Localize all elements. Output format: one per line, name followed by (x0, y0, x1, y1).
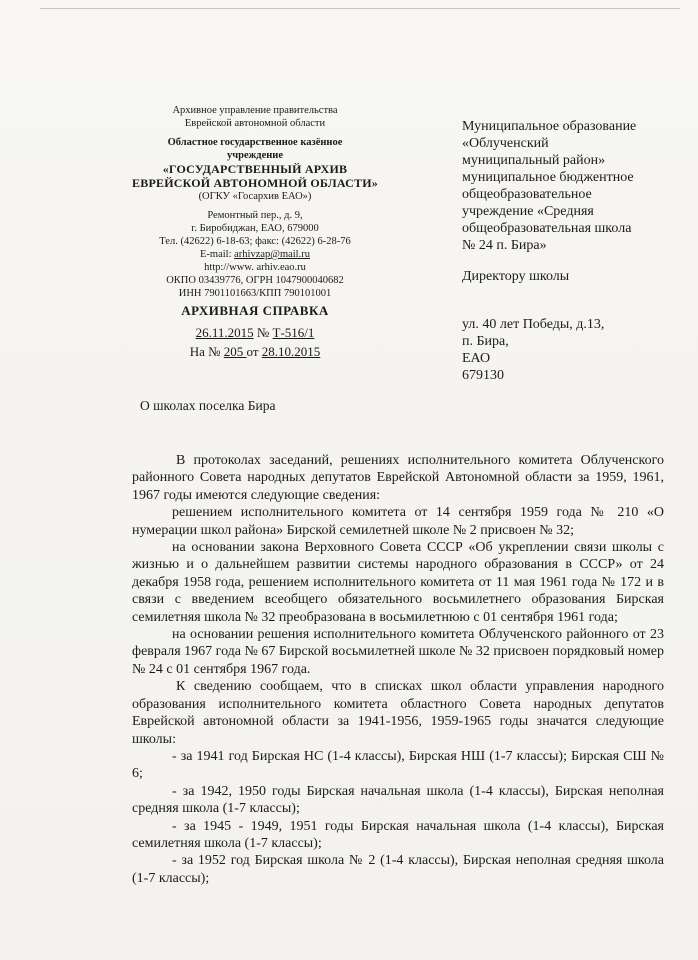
address-line-2: г. Биробиджан, ЕАО, 679000 (191, 223, 319, 234)
phone-line: Тел. (42622) 6-18-63; факс: (42622) 6-28-76 (159, 236, 351, 247)
recipient-line-6: учреждение «Средняя (462, 204, 594, 219)
sender-line-2: Еврейской автономной области (184, 118, 326, 129)
recipient-address-2: п. Бира, (462, 334, 509, 349)
org-line-1: Областное государственное казённое (167, 137, 343, 148)
org-short-name: (ОГКУ «Госархив ЕАО») (198, 191, 312, 202)
recipient-line-7: общеобразовательная школа (462, 221, 632, 236)
body-paragraph-7: - за 1942, 1950 годы Бирская начальная школа (1-4 классы), Бирская неполная средняя школа (1-7 классы); (132, 783, 664, 817)
document-title: АРХИВНАЯ СПРАВКА (181, 303, 329, 318)
email-link[interactable]: arhivzap@mail.ru (234, 249, 310, 260)
recipient-address-4: 679130 (462, 368, 504, 383)
sender-line-1: Архивное управление правительства (172, 105, 338, 116)
recipient-director: Директору школы (462, 269, 570, 284)
recipient-line-5: общеобразовательное (462, 187, 592, 202)
reference-from: от (246, 344, 262, 359)
document-number: Т-516/1 (272, 325, 315, 340)
document-body (132, 452, 664, 887)
org-name-2: ЕВРЕЙСКОЙ АВТОНОМНОЙ ОБЛАСТИ» (132, 176, 378, 190)
scan-edge-line (40, 8, 680, 9)
body-paragraph-4: на основании решения исполнительного комитета Облученского районного от 23 февраля 1967 года № 67 Бирской восьмилетней школе № 32 присвоен порядковый номер № 24 с 01 сентября 1967 года. (132, 627, 664, 677)
recipient-block (462, 118, 682, 384)
recipient-line-3: муниципальный район» (462, 153, 606, 168)
body-paragraph-1: В протоколах заседаний, решениях исполнительного комитета Облученского районного Совета народных депутатов Еврейской Автономной области за 1959, 1961, 1967 годы имеются следующие сведения: (132, 453, 664, 503)
reference-number: 205 (223, 344, 247, 359)
number-sign: № (253, 325, 273, 340)
org-name-1: «ГОСУДАРСТВЕННЫЙ АРХИВ (162, 162, 348, 176)
body-paragraph-5: К сведению сообщаем, что в списках школ области управления народного образования исполнительного комитета областного Совета народных депутатов Еврейской автономной области за 1941-1956, 1959-1965 годы значатся следующие школы: (132, 679, 664, 747)
inn-line: ИНН 7901101663/КПП 790101001 (178, 288, 332, 299)
reference-prefix: На № (189, 344, 224, 359)
website-label: http://www. (204, 262, 257, 273)
email-line (130, 248, 380, 261)
sender-header (130, 104, 380, 361)
recipient-address-1: ул. 40 лет Победы, д.13, (462, 317, 605, 332)
reference-date: 28.10.2015 (261, 344, 321, 359)
body-paragraph-2: решением исполнительного комитета от 14 сентября 1959 года № 210 «О нумерации школ района» Бирской семилетней школе № 2 присвоен № 32; (132, 505, 664, 538)
recipient-line-4: муниципальное бюджентное (462, 170, 634, 185)
org-line-2: учреждение (226, 150, 284, 161)
recipient-line-8: № 24 п. Бира» (462, 238, 547, 253)
website-link[interactable]: arhiv.eao.ru (256, 262, 306, 273)
recipient-line-1: Муниципальное образование (462, 119, 637, 134)
document-subject: О школах поселка Бира (140, 398, 276, 413)
document-date: 26.11.2015 (195, 325, 254, 340)
body-paragraph-9: - за 1952 год Бирская школа № 2 (1-4 классы), Бирская неполная средняя школа (1-7 классы); (132, 853, 664, 886)
recipient-line-2: «Облученский (462, 136, 549, 151)
address-line-1: Ремонтный пер., д. 9, (207, 210, 303, 221)
email-label: E-mail: (200, 249, 235, 260)
body-paragraph-6: - за 1941 год Бирская НС (1-4 классы), Бирская НШ (1-7 классы); Бирская СШ № 6; (132, 748, 664, 782)
website-line (130, 261, 380, 274)
document-number-line (130, 323, 380, 361)
recipient-address-3: ЕАО (462, 351, 491, 366)
okpo-line: ОКПО 03439776, ОГРН 1047900040682 (166, 275, 344, 286)
body-paragraph-8: - за 1945 - 1949, 1951 годы Бирская начальная школа (1-4 классы), Бирская семилетняя школа (1-7 классы); (132, 818, 664, 851)
body-paragraph-3: на основании закона Верховного Совета СССР «Об укреплении связи школы с жизнью и о дальнейшем развитии системы народного образования в СССР» от 24 декабря 1958 года, решением исполнительного комитета от 11 мая 1961 года № 172 и в связи с введением всеобщего обязательного восьмилетнего образования Бирская семилетняя школа № 32 преобразована в восьмилетнюю с 01 сентября 1961 года; (132, 540, 664, 625)
